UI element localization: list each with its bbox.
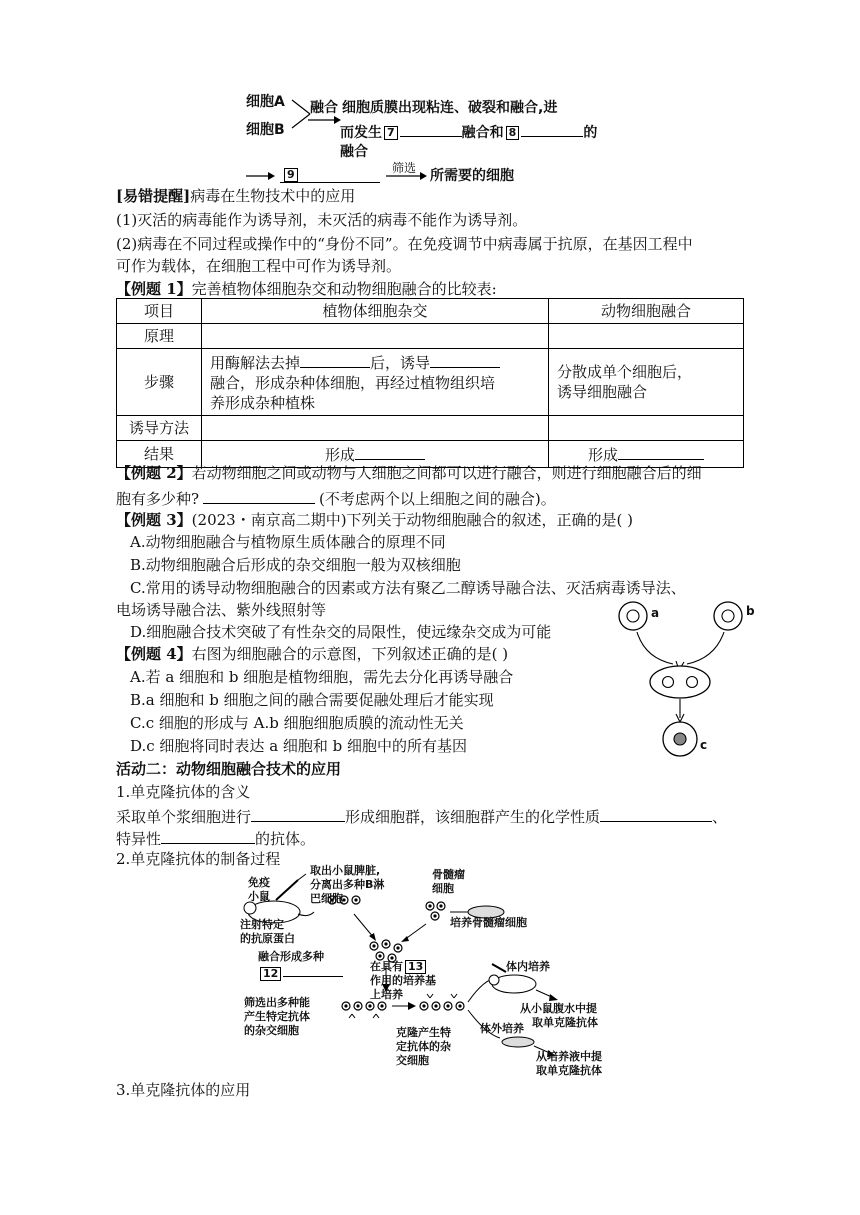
example4-option-b[interactable]: B.a 细胞和 b 细胞之间的融合需要促融处理后才能实现 xyxy=(130,691,494,709)
mab-invitro: 体外培养 xyxy=(480,1022,524,1035)
example2-text-2a: 胞有多少种? xyxy=(116,490,200,508)
table-cell-result: 结果 xyxy=(117,441,202,468)
mab-diagram xyxy=(236,866,636,1081)
mab-fluid-2: 取单克隆抗体 xyxy=(536,1064,602,1077)
steps-plant-1a: 用酶解法去掉 xyxy=(210,354,301,372)
steps-plant-3: 养形成杂种植株 xyxy=(210,394,316,412)
mab-screen-2: 产生特定抗体 xyxy=(244,1010,310,1023)
steps-animal-2: 诱导细胞融合 xyxy=(557,383,648,401)
blank-chemical[interactable] xyxy=(600,805,712,822)
screen-label: 筛选 xyxy=(392,161,417,175)
activity2-line-2 xyxy=(116,827,315,849)
table-header-item: 项目 xyxy=(117,299,202,324)
activity2-line-1 xyxy=(116,805,727,827)
example3-option-c-2: 电场诱导融合法、紫外线照射等 xyxy=(116,601,327,619)
steps-plant-2: 融合，形成杂种体细胞，再经过植物组织培 xyxy=(210,374,496,392)
comparison-table xyxy=(116,298,744,468)
fusion-text-1: 细胞质膜出现粘连、破裂和融合,进 xyxy=(342,100,558,116)
cell-a-label: 细胞A xyxy=(246,94,285,110)
result-plant-label: 形成 xyxy=(324,446,355,464)
example2-line-2 xyxy=(116,487,556,509)
mab-ascites-1: 从小鼠腹水中提 xyxy=(520,1002,597,1015)
cell-b-label: 细胞B xyxy=(246,122,285,138)
table-cell-principle-animal[interactable] xyxy=(549,324,744,349)
blank-9[interactable] xyxy=(280,182,380,183)
blank-result-animal[interactable] xyxy=(618,443,704,460)
mab-fuse: 融合形成多种 xyxy=(258,950,324,963)
mab-myeloma-2: 细胞 xyxy=(432,882,454,895)
table-cell-method-plant[interactable] xyxy=(202,416,549,441)
blank-result-plant[interactable] xyxy=(355,443,425,460)
s1-line2b: 的抗体。 xyxy=(255,830,316,848)
mab-inject-1: 注射特定 xyxy=(240,918,284,931)
tip-line-1: (1)灭活的病毒能作为诱导剂，未灭活的病毒不能作为诱导剂。 xyxy=(116,211,528,229)
mab-clone-1: 克隆产生特 xyxy=(396,1026,451,1039)
table-cell-method-animal[interactable] xyxy=(549,416,744,441)
s1-line1a: 采取单个浆细胞进行 xyxy=(116,808,252,826)
table-header-row xyxy=(117,299,744,324)
example3-option-a[interactable]: A.动物细胞融合与植物原生质体融合的原理不同 xyxy=(130,533,446,551)
blank-12[interactable] xyxy=(283,964,343,977)
mab-screen-3: 的杂交细胞 xyxy=(244,1024,299,1037)
mab-num-12-line xyxy=(258,964,343,981)
mab-screen-1: 筛选出多种能 xyxy=(244,996,310,1009)
mab-medium-3: 上培养 xyxy=(370,988,403,1001)
fusion-result: 所需要的细胞 xyxy=(430,168,514,184)
blank-number-8: 8 xyxy=(506,126,520,140)
example2-text-2b: (不考虑两个以上细胞之间的融合)。 xyxy=(319,490,556,508)
example2-text-1: 若动物细胞之间或动物与人细胞之间都可以进行融合，则进行细胞融合后的细 xyxy=(191,464,702,482)
mab-ascites-2: 取单克隆抗体 xyxy=(532,1016,598,1029)
cell-fusion-illustration xyxy=(615,598,765,768)
mab-invivo: 体内培养 xyxy=(506,960,550,973)
mab-spleen-1: 取出小鼠脾脏, xyxy=(310,864,381,877)
mab-medium-1a: 在具有 xyxy=(370,960,403,973)
mab-spleen-2: 分离出多种B淋 xyxy=(310,878,385,891)
merge-arrow-icon xyxy=(290,94,312,134)
tip-title: 病毒在生物技术中的应用 xyxy=(190,187,356,205)
screen-arrow-icon xyxy=(386,172,428,180)
mab-fluid-1: 从培养液中提 xyxy=(536,1050,602,1063)
mab-clone-2: 定抗体的杂 xyxy=(396,1040,451,1053)
fusion-label: 融合 xyxy=(310,100,338,116)
blank-wall[interactable] xyxy=(300,351,370,368)
mab-clone-3: 交细胞 xyxy=(396,1054,429,1067)
blank-7[interactable] xyxy=(400,120,462,137)
mab-spleen-3: 巴细胞 xyxy=(310,892,343,905)
example4-heading xyxy=(116,644,508,664)
s1-line1c: 、 xyxy=(712,808,728,826)
mab-inject-2: 的抗原蛋白 xyxy=(240,932,295,945)
mab-culture-myeloma: 培养骨髓瘤细胞 xyxy=(450,916,527,929)
example3-option-c-1[interactable]: C.常用的诱导动物细胞融合的因素或方法有聚乙二醇诱导融合法、灭活病毒诱导法、 xyxy=(130,579,686,597)
tip-line-2a: (2)病毒在不同过程或操作中的“身份不同”。在免疫调节中病毒属于抗原，在基因工程中 xyxy=(116,235,693,253)
blank-number-12: 12 xyxy=(260,967,281,981)
blank-number-13: 13 xyxy=(405,960,426,974)
fusion-text-2 xyxy=(340,120,597,143)
blank-specificity[interactable] xyxy=(161,827,255,844)
tip-label: [易错提醒] xyxy=(116,187,191,205)
example3-heading xyxy=(116,510,633,530)
blank-cell-types[interactable] xyxy=(203,487,315,504)
s1-line2a: 特异性 xyxy=(116,830,162,848)
blank-number-7: 7 xyxy=(384,126,398,140)
example4-option-c[interactable]: C.c 细胞的形成与 A.b 细胞细胞质膜的流动性无关 xyxy=(130,714,464,732)
example2-line-1 xyxy=(116,463,702,483)
example3-stem: (2023・南京高二期中)下列关于动物细胞融合的叙述，正确的是( ) xyxy=(191,511,634,529)
tip-heading xyxy=(116,186,355,206)
cell-b-fig-label: b xyxy=(746,604,755,618)
mab-medium-2: 作用的培养基 xyxy=(370,974,436,987)
blank-8[interactable] xyxy=(521,120,583,137)
blank-induce[interactable] xyxy=(430,351,500,368)
mab-mouse-2: 小鼠 xyxy=(248,890,270,903)
fusion-text-3: 融合 xyxy=(340,144,368,160)
fusion-text-2c: 的 xyxy=(583,125,598,141)
fusion-arrow-icon xyxy=(308,116,342,124)
activity2-section-2: 2.单克隆抗体的制备过程 xyxy=(116,850,281,868)
tip-line-2b: 可作为载体，在细胞工程中可作为诱导剂。 xyxy=(116,257,402,275)
example4-option-d[interactable]: D.c 细胞将同时表达 a 细胞和 b 细胞中的所有基因 xyxy=(130,737,468,755)
table-cell-steps: 步骤 xyxy=(117,349,202,416)
steps-animal-1: 分散成单个细胞后， xyxy=(557,363,693,381)
example3-option-b[interactable]: B.动物细胞融合后形成的杂交细胞一般为双核细胞 xyxy=(130,556,461,574)
s1-line1b: 形成细胞群，该细胞群产生的化学性质 xyxy=(345,808,601,826)
fusion-text-2b: 融合和 xyxy=(461,125,504,141)
table-cell-steps-animal xyxy=(549,349,744,416)
activity2-section-1: 1.单克隆抗体的含义 xyxy=(116,783,251,801)
table-header-animal: 动物细胞融合 xyxy=(549,299,744,324)
blank-number-9: 9 xyxy=(284,168,298,182)
result-arrow-icon xyxy=(246,172,276,180)
table-row-method xyxy=(117,416,744,441)
table-row-principle xyxy=(117,324,744,349)
activity2-title: 活动二：动物细胞融合技术的应用 xyxy=(116,760,342,778)
steps-plant-1b: 后，诱导 xyxy=(370,354,431,372)
cell-a-fig-label: a xyxy=(651,606,660,620)
example1-text: 完善植物体细胞杂交和动物细胞融合的比较表: xyxy=(191,280,497,298)
blank-culture[interactable] xyxy=(251,805,345,822)
example4-stem: 右图为细胞融合的示意图，下列叙述正确的是( ) xyxy=(191,645,509,663)
fusion-diagram xyxy=(240,88,640,188)
table-cell-method: 诱导方法 xyxy=(117,416,202,441)
cell-fusion-figure xyxy=(615,598,765,768)
cell-c-fig-label: c xyxy=(700,738,708,752)
example1-label: 【例题 1】 xyxy=(116,280,192,298)
example4-option-a[interactable]: A.若 a 细胞和 b 细胞是植物细胞，需先去分化再诱导融合 xyxy=(130,668,514,686)
example2-label: 【例题 2】 xyxy=(116,464,192,482)
mab-medium-1 xyxy=(370,960,428,974)
table-cell-principle-plant[interactable] xyxy=(202,324,549,349)
table-header-plant: 植物体细胞杂交 xyxy=(202,299,549,324)
fusion-text-2a: 而发生 xyxy=(340,125,382,141)
example3-label: 【例题 3】 xyxy=(116,511,192,529)
mab-mouse-1: 免疫 xyxy=(248,876,270,889)
activity2-section-3: 3.单克隆抗体的应用 xyxy=(116,1081,251,1099)
table-cell-steps-plant xyxy=(202,349,549,416)
example3-option-d[interactable]: D.细胞融合技术突破了有性杂交的局限性，使远缘杂交成为可能 xyxy=(130,623,552,641)
example4-label: 【例题 4】 xyxy=(116,645,192,663)
table-row-steps xyxy=(117,349,744,416)
example1-heading xyxy=(116,279,497,299)
table-cell-principle: 原理 xyxy=(117,324,202,349)
result-animal-label: 形成 xyxy=(587,446,618,464)
mab-myeloma-1: 骨髓瘤 xyxy=(432,868,465,881)
